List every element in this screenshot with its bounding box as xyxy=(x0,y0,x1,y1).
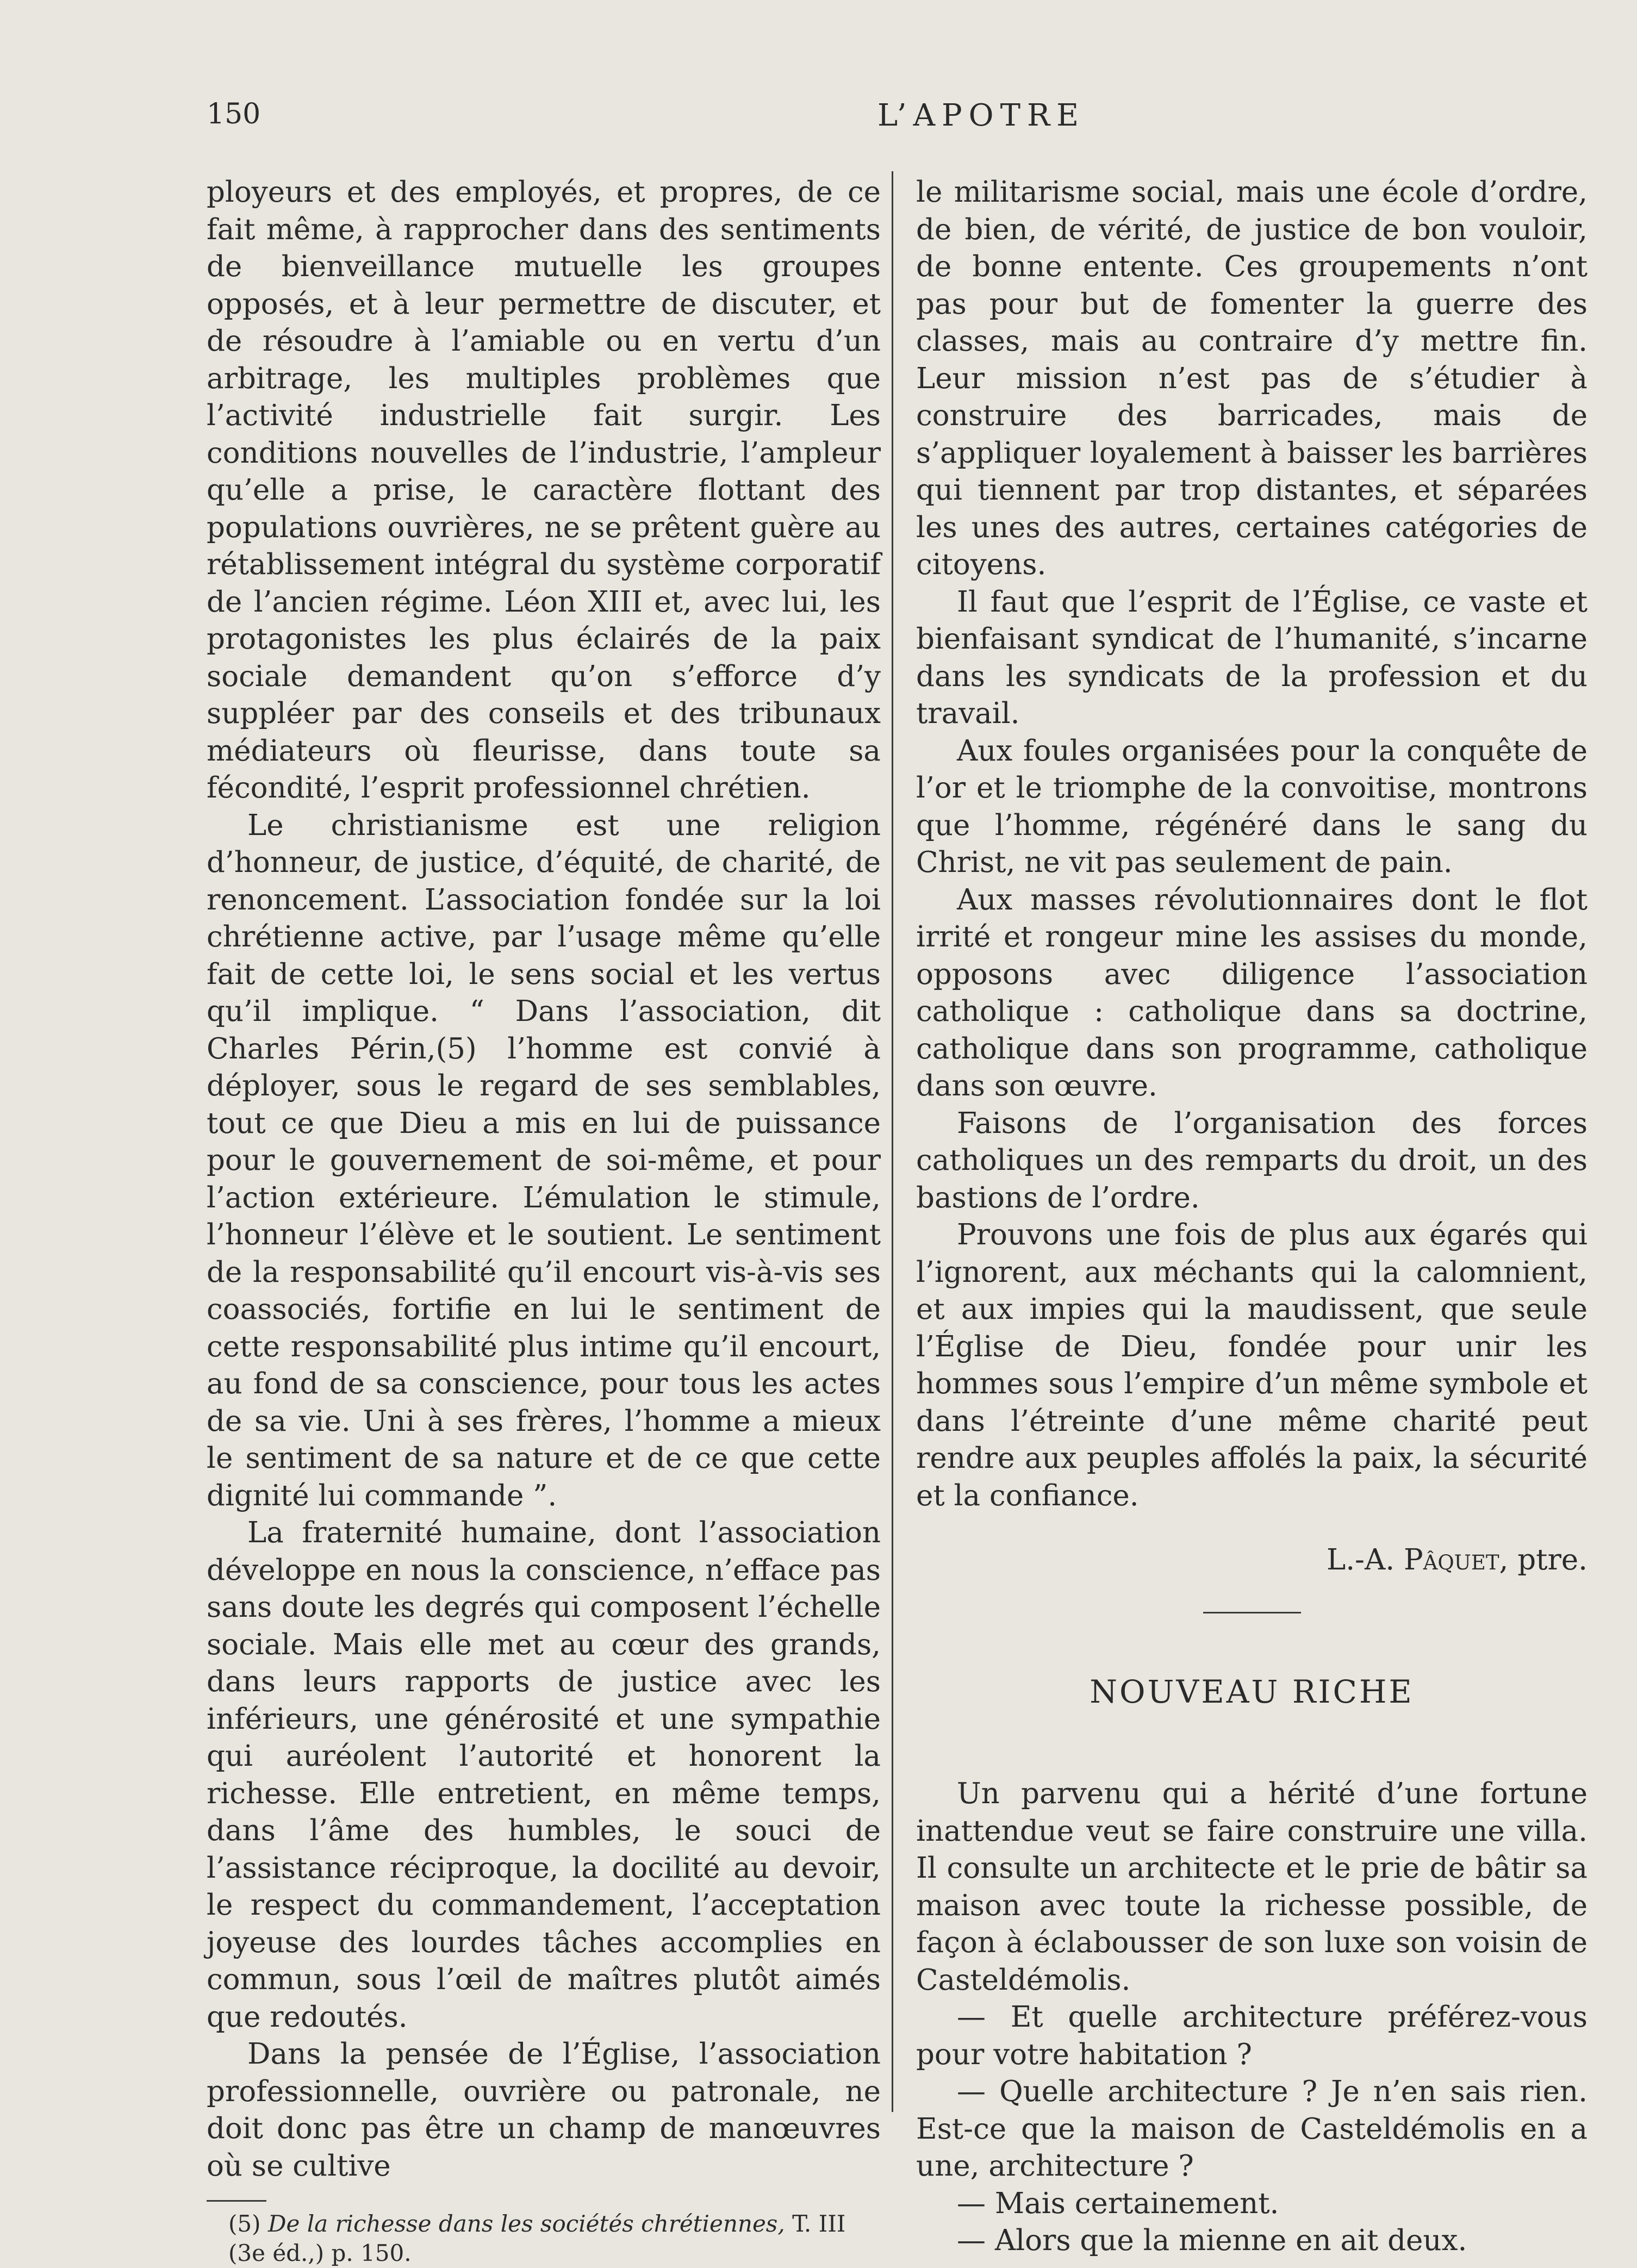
paragraph: Aux foules organisées pour la conquête de l’or et le triomphe de la convoitise, montrons que l’homme, régénéré dans le sang du Christ, ne vit pas seulement de pain. xyxy=(916,734,1588,879)
author-suffix: , ptre. xyxy=(1499,1543,1588,1577)
author-signature xyxy=(916,1542,1588,1579)
paragraph: Un parvenu qui a hérité d’une fortune inattendue veut se faire construire une villa. Il consulte un architecte et le prie de bâtir sa maison avec toute la richesse possible, de façon à éclabousser de son luxe son voisin de Casteldémolis. xyxy=(916,1777,1588,1997)
page-header xyxy=(207,92,1582,147)
dialogue-line: — Alors que la mienne en ait deux. xyxy=(957,2224,1467,2257)
dialogue-line: — Mais certainement. xyxy=(957,2186,1279,2220)
footnote-reference: T. III (3e éd.,) p. 150. xyxy=(228,2210,846,2266)
footnote-marker: (5) xyxy=(228,2210,261,2237)
author-name: Pâquet xyxy=(1403,1543,1499,1577)
footnote-title: De la richesse dans les sociétés chrétiennes, xyxy=(267,2210,785,2237)
page-number: 150 xyxy=(207,98,261,130)
author-initials: L.-A. xyxy=(1327,1543,1395,1577)
section-separator xyxy=(1203,1612,1301,1613)
paragraph: Faisons de l’organisation des forces catholiques un des remparts du droit, un des bastions de l’ordre. xyxy=(916,1106,1588,1214)
paragraph: Prouvons une fois de plus aux égarés qui l’ignorent, aux méchants qui la calomnient, et aux impies qui la maudissent, que seule l’Église de Dieu, fondée pour unir les hommes sous l’empire d’un même symbole et dans l’étreinte d’une même charité peut rendre aux peuples affolés la paix, la sécurité et la confiance. xyxy=(916,1218,1588,1512)
footnote-rule xyxy=(207,2200,266,2202)
right-column xyxy=(916,174,1588,2260)
paragraph: le militarisme social, mais une école d’ordre, de bien, de vérité, de justice de bon vouloir, de bonne entente. Ces groupements n’ont pas pour but de fomenter la guerre des classes, mais au contraire d’y mettre fin. Leur mission n’est pas de s’étudier à construire des barricades, mais de s’appliquer loyalement à baisser les barrières qui tiennent par trop distantes, et séparées les unes des autres, certaines catégories de citoyens. xyxy=(916,176,1588,581)
column-divider xyxy=(892,171,893,2112)
paragraph: Il faut que l’esprit de l’Église, ce vaste et bienfaisant syndicat de l’humanité, s’incarne dans les syndicats de la profession et du travail. xyxy=(916,585,1588,730)
section-title: NOUVEAU RICHE xyxy=(1090,1673,1414,1710)
paragraph: Le christianisme est une religion d’honneur, de justice, d’équité, de charité, de renoncement. L’association fondée sur la loi chrétienne active, par l’usage même qu’elle fait de cette loi, le sens social et les vertus qu’il implique. “ Dans l’association, dit Charles Périn,(5) l’homme est convié à déployer, sous le regard de ses semblables, tout ce que Dieu a mis en lui de puissance pour le gouvernement de soi-même, et pour l’action extérieure. L’émulation le stimule, l’honneur l’élève et le soutient. Le sentiment de la responsabilité qu’il encourt vis-à-vis ses coassociés, fortifie en lui le sentiment de cette responsabilité plus intime qu’il encourt, au fond de sa conscience, pour tous les actes de sa vie. Uni à ses frères, l’homme a mieux le sentiment de sa nature et de ce que cette dignité lui commande ”. xyxy=(207,808,881,1512)
footnote xyxy=(207,2209,881,2268)
dialogue-line: — Quelle architecture ? Je n’en sais rien. Est-ce que la maison de Casteldémolis en a une, architecture ? xyxy=(916,2075,1588,2183)
paragraph: Aux masses révolutionnaires dont le flot irrité et rongeur mine les assises du monde, opposons avec diligence l’association catholique : catholique dans sa doctrine, catholique dans son programme, catholique dans son œuvre. xyxy=(916,883,1588,1102)
dialogue-line: — Et quelle architecture préférez-vous pour votre habitation ? xyxy=(916,2001,1588,2071)
paragraph: ployeurs et des employés, et propres, de ce fait même, à rapprocher dans des sentiments de bienveillance mutuelle les groupes opposés, et à leur permettre de discuter, et de résoudre à l’amiable ou en vertu d’un arbitrage, les multiples problèmes que l’activité industrielle fait surgir. Les conditions nouvelles de l’industrie, l’ampleur qu’elle a prise, le caractère flottant des populations ouvrières, ne se prêtent guère au rétablissement intégral du système corporatif de l’ancien régime. Léon XIII et, avec lui, les protagonistes les plus éclairés de la paix sociale demandent qu’on s’efforce d’y suppléer par des conseils et des tribunaux médiateurs où fleurisse, dans toute sa fécondité, l’esprit professionnel chrétien. xyxy=(207,176,881,805)
left-column xyxy=(207,174,881,2268)
running-title: L’APOTRE xyxy=(877,98,1085,133)
paragraph: La fraternité humaine, dont l’association développe en nous la conscience, n’efface pas sans doute les degrés qui composent l’échelle sociale. Mais elle met au cœur des grands, dans leurs rapports de justice avec les inférieurs, une générosité et une sympathie qui auréolent l’autorité et honorent la richesse. Elle entretient, en même temps, dans l’âme des humbles, le souci de l’assistance réciproque, la docilité au devoir, le respect du commandement, l’acceptation joyeuse des lourdes tâches accomplies en commun, sous l’œil de maîtres plutôt aimés que redoutés. xyxy=(207,1516,881,2034)
paragraph: Dans la pensée de l’Église, l’association professionnelle, ouvrière ou patronale, ne doit donc pas être un champ de manœuvres où se cultive xyxy=(207,2038,881,2183)
